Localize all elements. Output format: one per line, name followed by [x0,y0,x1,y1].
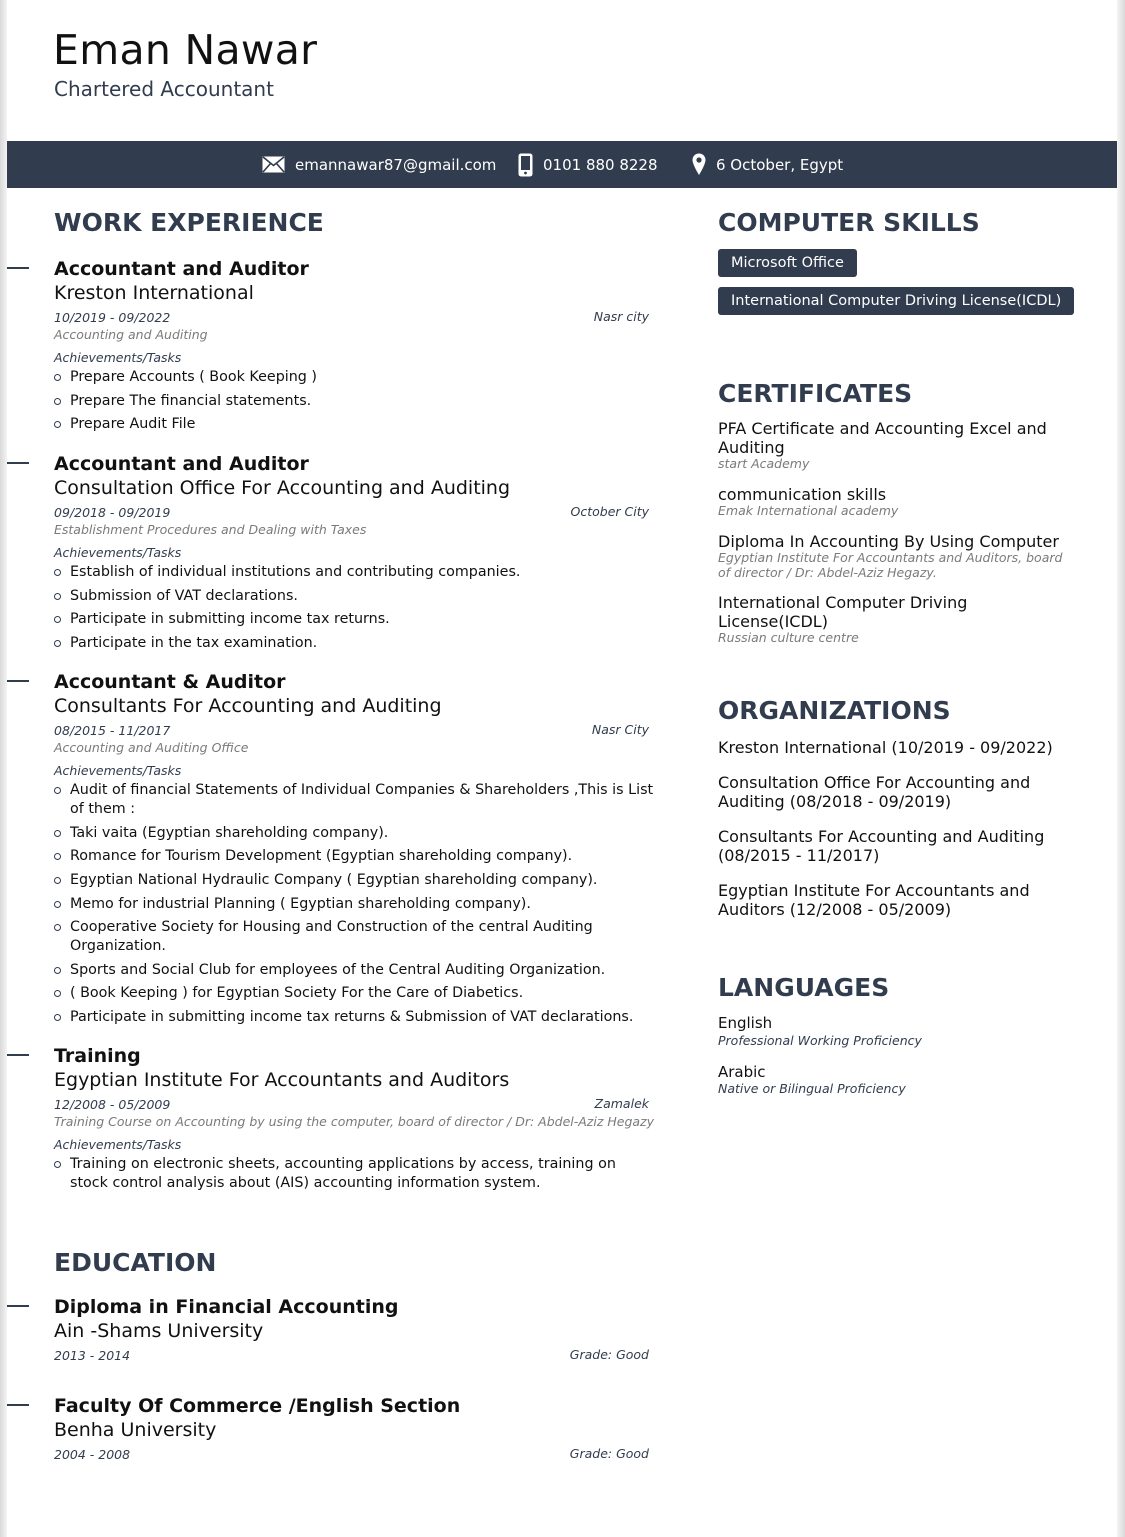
job-location: Nasr city [593,309,649,324]
skill-tag: International Computer Driving License(ICDL) [718,287,1074,315]
candidate-title: Chartered Accountant [54,77,274,101]
page-edge-left [0,0,7,1537]
job-dates: 10/2019 - 09/2022 [54,310,171,325]
job-meta [54,1096,654,1113]
contact-email[interactable] [262,141,496,188]
job-description: Establishment Procedures and Dealing with Taxes [54,521,367,537]
location-text: 6 October, Egypt [716,155,844,174]
certificate-name: communication skills [718,484,887,504]
organization-item: Consultation Office For Accounting and Auditing (08/2018 - 09/2019) [718,773,1031,811]
achievements-label: Achievements/Tasks [54,350,182,365]
school-name: Ain -Shams University [54,1320,264,1343]
task-item: Training on electronic sheets, accounting applications by access, training on stock control analysis about (AIS) accounting information system. [54,1155,654,1192]
achievements-label: Achievements/Tasks [54,544,182,560]
left-column [54,208,654,1463]
job-company: Consultants For Accounting and Auditing [54,695,442,718]
job-meta [54,722,654,739]
education-dates: 2004 - 2008 [54,1447,131,1463]
achievements-label: Achievements/Tasks [54,1137,182,1153]
skill-row [718,275,1078,315]
job-description: Accounting and Auditing [54,327,208,342]
task-item: Participate in submitting income tax returns & Submission of VAT declarations. [54,1008,654,1027]
task-item: Cooperative Society for Housing and Construction of the central Auditing Organization. [54,918,654,955]
entry-marker [7,680,29,682]
contact-location [692,141,843,188]
entry-marker [7,1305,29,1307]
entry-marker [7,267,29,269]
job-location: October City [570,503,649,519]
task-list [54,368,654,434]
job-meta [54,504,654,521]
education-dates: 2013 - 2014 [54,1348,131,1364]
degree-name: Diploma in Financial Accounting [54,1296,399,1319]
certificate-issuer: Egyptian Institute For Accountants and Auditors, board of director / Dr: Abdel-Aziz Hegazy. [718,550,1063,580]
task-item: Participate in submitting income tax returns. [54,610,654,629]
task-item: Sports and Social Club for employees of the Central Auditing Organization. [54,961,654,980]
phone-icon [518,153,533,177]
task-item: Participate in the tax examination. [54,634,654,653]
certificate-item [718,533,1078,581]
task-list [54,1155,654,1192]
organization-item: Kreston International (10/2019 - 09/2022) [718,737,1053,757]
certificates-heading: CERTIFICATES [718,379,913,408]
task-item: Prepare Audit File [54,415,654,434]
education-grade: Grade: Good [569,1446,649,1462]
job-company: Kreston International [54,282,254,304]
task-item: Prepare The financial statements. [54,392,654,411]
work-experience-heading: WORK EXPERIENCE [54,208,324,237]
certificate-item [718,594,1078,646]
work-entry [54,1044,654,1192]
job-dates: 09/2018 - 09/2019 [54,504,171,520]
work-entry [54,452,654,653]
task-item: Memo for industrial Planning ( Egyptian shareholding company). [54,895,654,914]
job-description: Accounting and Auditing Office [54,740,249,756]
certificate-name: Diploma In Accounting By Using Computer [718,531,1059,551]
job-company: Consultation Office For Accounting and Auditing [54,476,511,499]
education-entry [54,1394,654,1463]
certificate-item [718,486,1078,519]
languages-heading: LANGUAGES [718,973,890,1002]
task-item: Audit of financial Statements of Individual Companies & Shareholders ,This is List of them : [54,781,654,818]
task-item: Submission of VAT declarations. [54,587,654,606]
entry-marker [7,462,29,464]
education-grade: Grade: Good [569,1347,649,1363]
education-heading: EDUCATION [54,1248,217,1278]
task-list [54,563,654,653]
job-meta [54,309,654,326]
education-meta [54,1446,654,1463]
task-item: Romance for Tourism Development (Egyptian shareholding company). [54,847,654,866]
certificate-name: PFA Certificate and Accounting Excel and Auditing [718,419,1047,457]
certificate-name: International Computer Driving License(ICDL) [718,593,968,631]
language-item [718,1014,1078,1049]
certificate-issuer: start Academy [718,456,810,471]
page-edge-right [1117,0,1125,1537]
job-dates: 12/2008 - 05/2009 [54,1097,171,1113]
candidate-name: Eman Nawar [53,26,318,74]
work-entry [54,257,654,434]
job-role: Training [54,1045,141,1068]
map-pin-icon [692,153,706,176]
education-meta [54,1347,654,1364]
job-description: Training Course on Accounting by using the computer, board of director / Dr: Abdel-Aziz Hegazy [54,1114,654,1130]
contact-bar [7,141,1117,188]
education-entry [54,1295,654,1364]
organization-item: Consultants For Accounting and Auditing (08/2015 - 11/2017) [718,827,1045,865]
job-dates: 08/2015 - 11/2017 [54,723,171,739]
skill-tag: Microsoft Office [718,249,857,277]
right-column [718,208,1078,1097]
degree-name: Faculty Of Commerce /English Section [54,1395,461,1418]
language-name: Arabic [718,1062,766,1081]
task-item: Taki vaita (Egyptian shareholding company). [54,824,654,843]
school-name: Benha University [54,1419,217,1442]
organization-item: Egyptian Institute For Accountants and Auditors (12/2008 - 05/2009) [718,881,1030,919]
language-level: Native or Bilingual Proficiency [718,1081,906,1096]
job-role: Accountant & Auditor [54,671,286,694]
task-item: Establish of individual institutions and contributing companies. [54,563,654,582]
phone-text: 0101 880 8228 [543,155,658,174]
skill-row [718,237,1078,277]
computer-skills-heading: COMPUTER SKILLS [718,208,980,237]
language-item [718,1063,1078,1098]
language-name: English [718,1014,773,1032]
task-item: Egyptian National Hydraulic Company ( Egyptian shareholding company). [54,871,654,890]
email-text: emannawar87@gmail.com [295,155,497,174]
task-list [54,781,654,1026]
job-company: Egyptian Institute For Accountants and Auditors [54,1069,510,1092]
certificate-issuer: Russian culture centre [718,630,859,645]
task-item: ( Book Keeping ) for Egyptian Society For the Care of Diabetics. [54,984,654,1003]
organizations-heading: ORGANIZATIONS [718,695,951,725]
entry-marker [7,1054,29,1056]
job-location: Nasr City [591,722,649,738]
certificate-item [718,420,1078,472]
language-level: Professional Working Proficiency [718,1032,922,1048]
envelope-icon [262,156,285,173]
job-role: Accountant and Auditor [54,452,309,475]
contact-phone[interactable] [518,141,658,188]
entry-marker [7,1404,29,1406]
work-entry [54,670,654,1026]
certificate-issuer: Emak International academy [718,503,899,518]
job-location: Zamalek [594,1096,649,1112]
achievements-label: Achievements/Tasks [54,763,182,779]
job-role: Accountant and Auditor [54,258,309,280]
task-item: Prepare Accounts ( Book Keeping ) [54,368,654,387]
